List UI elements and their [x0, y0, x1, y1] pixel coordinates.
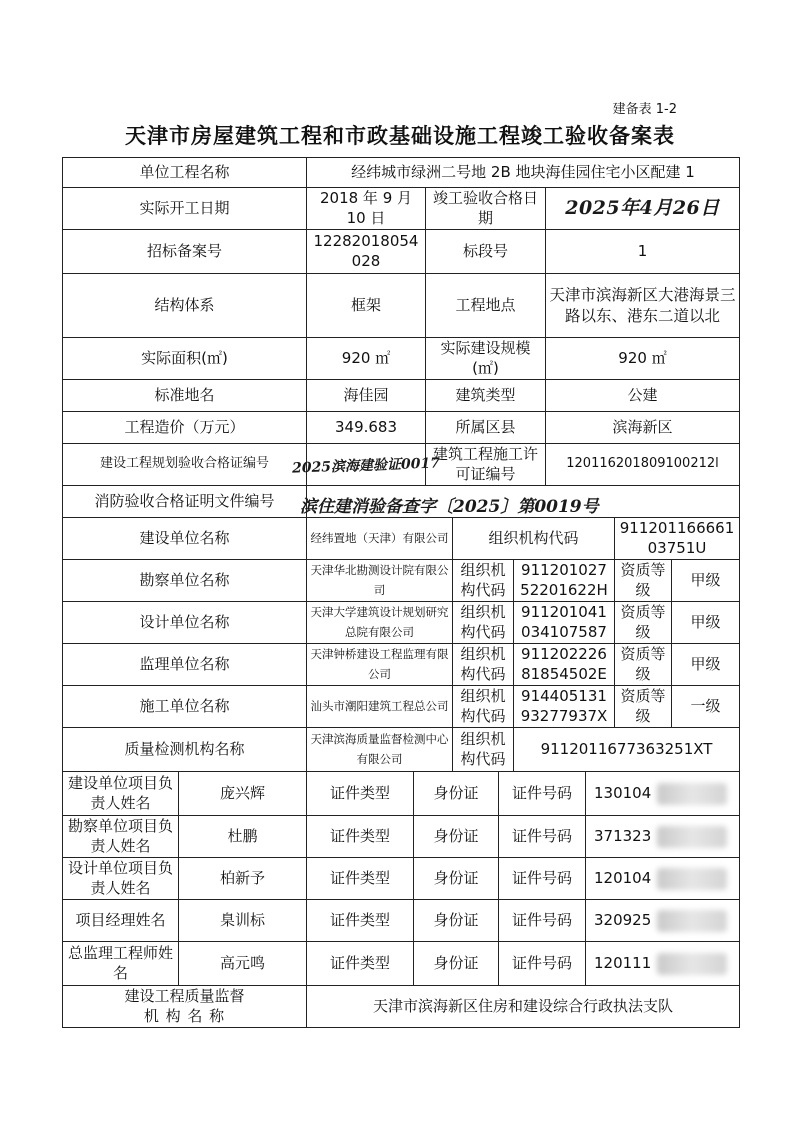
org-role-survey: 勘察单位名称 — [62, 559, 307, 602]
id-no-prefix: 120104 — [594, 868, 652, 887]
org-code-label-contractor: 组织机构代码 — [452, 685, 514, 728]
location-label: 工程地点 — [425, 273, 546, 338]
person-role-design: 设计单位项目负责人姓名 — [62, 857, 179, 900]
start-date-label: 实际开工日期 — [62, 187, 307, 230]
id-no-prefix: 130104 — [594, 783, 652, 802]
place-name-label: 标准地名 — [62, 379, 307, 412]
redacted-id-mask — [657, 826, 727, 848]
id-type-value-4: 身份证 — [413, 899, 499, 942]
person-name-construction: 庞兴辉 — [178, 771, 307, 816]
org-qual-survey: 甲级 — [671, 559, 740, 602]
supervision-label-line2: 机 构 名 称 — [143, 1006, 226, 1025]
district-label: 所属区县 — [425, 411, 546, 444]
scale-value: 920 ㎡ — [545, 337, 740, 380]
redacted-id-mask — [657, 783, 727, 805]
id-no-cell-2 — [585, 815, 740, 858]
start-date-value: 2018 年 9 月 10 日 — [306, 187, 426, 230]
org-code-construction: 91120116666103751U — [614, 517, 740, 560]
id-no-cell-3 — [585, 857, 740, 900]
tender-value: 12282018054028 — [306, 229, 426, 274]
id-type-label-4: 证件类型 — [306, 899, 414, 942]
org-code-design: 911201041034107587 — [513, 601, 615, 644]
supervision-agency-label — [62, 985, 307, 1028]
org-name-survey: 天津华北勘测设计院有限公司 — [306, 559, 453, 602]
org-code-label-design: 组织机构代码 — [452, 601, 514, 644]
org-qual-label-design: 资质等级 — [614, 601, 672, 644]
section-label: 标段号 — [425, 229, 546, 274]
org-name-supervision: 天津钟桥建设工程监理有限公司 — [306, 643, 453, 686]
form-reference: 建备表 1-2 — [612, 102, 677, 117]
person-role-construction: 建设单位项目负责人姓名 — [62, 771, 179, 816]
redacted-id-mask — [657, 953, 727, 975]
place-name-value: 海佳园 — [306, 379, 426, 412]
structure-value: 框架 — [306, 273, 426, 338]
id-no-cell-5 — [585, 941, 740, 986]
permit-value: 120116201809100212l — [545, 443, 740, 486]
district-value: 滨海新区 — [545, 411, 740, 444]
redacted-id-mask — [657, 910, 727, 932]
id-no-label-3: 证件号码 — [498, 857, 586, 900]
org-qual-contractor: 一级 — [671, 685, 740, 728]
org-name-contractor: 汕头市潮阳建筑工程总公司 — [306, 685, 453, 728]
person-name-chief-supervisor: 高元鸣 — [178, 941, 307, 986]
org-name-construction: 经纬置地（天津）有限公司 — [306, 517, 453, 560]
scale-label: 实际建设规模(㎡) — [425, 337, 546, 380]
id-no-label-2: 证件号码 — [498, 815, 586, 858]
id-type-value-5: 身份证 — [413, 941, 499, 986]
org-code-label-testing: 组织机构代码 — [452, 727, 514, 772]
supervision-label-line1: 建设工程质量监督 — [124, 987, 245, 1005]
org-code-label-construction: 组织机构代码 — [452, 517, 615, 560]
person-name-survey: 杜鹏 — [178, 815, 307, 858]
section-value: 1 — [545, 229, 740, 274]
id-no-prefix: 371323 — [594, 826, 652, 845]
id-no-prefix: 120111 — [594, 953, 652, 972]
unit-name-value: 经纬城市绿洲二号地 2B 地块海佳园住宅小区配建 1 — [306, 157, 740, 188]
id-no-label-5: 证件号码 — [498, 941, 586, 986]
org-role-testing: 质量检测机构名称 — [62, 727, 307, 772]
org-qual-supervision: 甲级 — [671, 643, 740, 686]
tender-label: 招标备案号 — [62, 229, 307, 274]
form-title: 天津市房屋建筑工程和市政基础设施工程竣工验收备案表 — [125, 124, 675, 148]
acceptance-date-handwritten: 2025年4月26日 — [545, 187, 740, 230]
org-code-contractor: 91440513193277937X — [513, 685, 615, 728]
id-no-label-4: 证件号码 — [498, 899, 586, 942]
planning-cert-handwritten: 2025滨海建验证0017 — [291, 455, 441, 477]
unit-name-label: 单位工程名称 — [62, 157, 307, 188]
cost-label: 工程造价（万元） — [62, 411, 307, 444]
person-name-design: 柏新予 — [178, 857, 307, 900]
building-type-label: 建筑类型 — [425, 379, 546, 412]
supervision-agency-value: 天津市滨海新区住房和建设综合行政执法支队 — [306, 985, 740, 1028]
id-no-label-1: 证件号码 — [498, 771, 586, 816]
org-role-construction: 建设单位名称 — [62, 517, 307, 560]
planning-cert-label: 建设工程规划验收合格证编号 — [62, 443, 307, 486]
id-type-value-3: 身份证 — [413, 857, 499, 900]
org-name-design: 天津大学建筑设计规划研究总院有限公司 — [306, 601, 453, 644]
id-type-label-5: 证件类型 — [306, 941, 414, 986]
building-type-value: 公建 — [545, 379, 740, 412]
person-name-manager: 臬训标 — [178, 899, 307, 942]
org-role-supervision: 监理单位名称 — [62, 643, 307, 686]
id-type-label-1: 证件类型 — [306, 771, 414, 816]
area-value: 920 ㎡ — [306, 337, 426, 380]
area-label: 实际面积(㎡) — [62, 337, 307, 380]
fire-cert-handwritten: 滨住建消验备查字〔2025〕第0019号 — [300, 497, 599, 517]
id-type-value-2: 身份证 — [413, 815, 499, 858]
org-code-label-supervision: 组织机构代码 — [452, 643, 514, 686]
structure-label: 结构体系 — [62, 273, 307, 338]
org-qual-design: 甲级 — [671, 601, 740, 644]
org-qual-label-supervision: 资质等级 — [614, 643, 672, 686]
person-role-manager: 项目经理姓名 — [62, 899, 179, 942]
org-role-design: 设计单位名称 — [62, 601, 307, 644]
id-no-prefix: 320925 — [594, 910, 652, 929]
fire-cert-label: 消防验收合格证明文件编号 — [62, 485, 307, 518]
org-code-label-survey: 组织机构代码 — [452, 559, 514, 602]
org-code-supervision: 91120222681854502E — [513, 643, 615, 686]
id-type-value-1: 身份证 — [413, 771, 499, 816]
location-value: 天津市滨海新区大港海景三路以东、港东二道以北 — [545, 273, 740, 338]
org-qual-label-contractor: 资质等级 — [614, 685, 672, 728]
org-qual-label-survey: 资质等级 — [614, 559, 672, 602]
org-role-contractor: 施工单位名称 — [62, 685, 307, 728]
person-role-survey: 勘察单位项目负责人姓名 — [62, 815, 179, 858]
redacted-id-mask — [657, 868, 727, 890]
acceptance-date-label: 竣工验收合格日期 — [425, 187, 546, 230]
permit-label: 建筑工程施工许可证编号 — [425, 443, 546, 486]
id-type-label-2: 证件类型 — [306, 815, 414, 858]
person-role-chief-supervisor: 总监理工程师姓名 — [62, 941, 179, 986]
org-code-survey: 91120102752201622H — [513, 559, 615, 602]
id-no-cell-4 — [585, 899, 740, 942]
cost-value: 349.683 — [306, 411, 426, 444]
id-no-cell-1 — [585, 771, 740, 816]
org-name-testing: 天津滨海质量监督检测中心有限公司 — [306, 727, 453, 772]
id-type-label-3: 证件类型 — [306, 857, 414, 900]
org-code-testing: 9112011677363251XT — [513, 727, 740, 772]
